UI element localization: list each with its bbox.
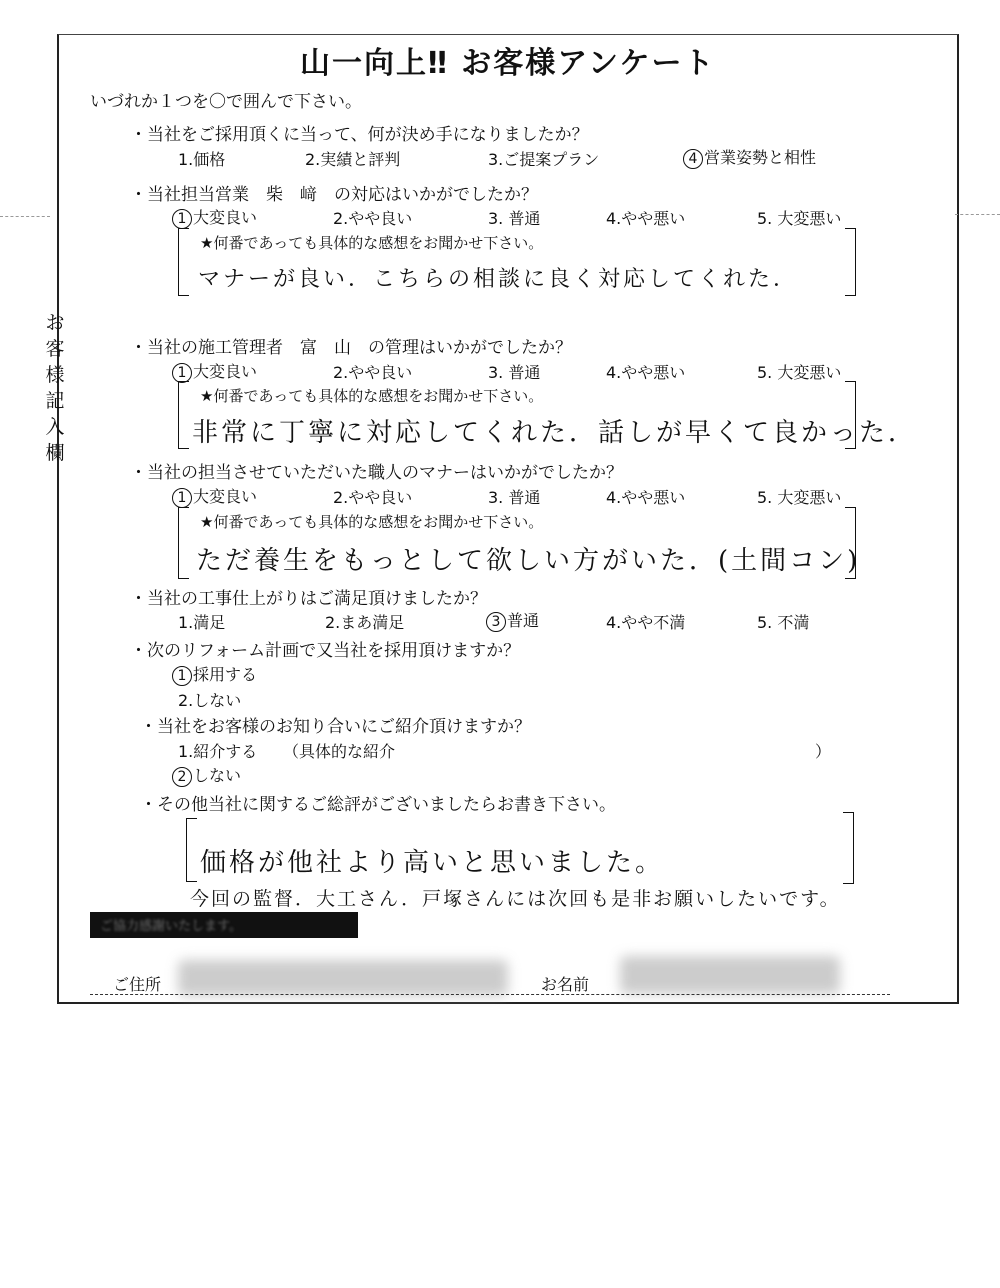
q3-option-5: 5. 大変悪い	[757, 363, 842, 382]
q5-option-1: 1.満足	[178, 613, 226, 632]
q1-option-2: 2.実績と評判	[305, 150, 401, 169]
bracket-left	[178, 381, 189, 449]
q2-option-1	[172, 205, 257, 229]
q7-detail-close: ）	[815, 742, 832, 761]
circled-choice: 1	[172, 488, 192, 508]
q2-option-2: 2.やや良い	[333, 209, 413, 228]
q7-detail-open: （具体的な紹介	[283, 742, 396, 761]
q8-comment-line1: 価格が他社より高いと思いました。	[200, 848, 665, 878]
signature-line	[90, 994, 890, 995]
page-title: 山一向上‼ お客様アンケート	[300, 46, 716, 81]
side-label-char: 様	[45, 364, 65, 386]
q1-option-4	[683, 145, 816, 169]
q1-option-3: 3.ご提案プラン	[488, 150, 600, 169]
question-4: ・当社の担当させていただいた職人のマナーはいかがでしたか？	[130, 463, 623, 483]
q3-comment: 非常に丁寧に対応してくれた．話しが早くて良かった．	[192, 418, 918, 448]
question-5: ・当社の工事仕上がりはご満足頂けましたか？	[130, 589, 487, 609]
q6-option-1-label: 採用する	[193, 665, 258, 684]
q7-option-2	[172, 763, 241, 787]
bracket-left	[178, 507, 189, 579]
q2-option-4: 4.やや悪い	[606, 209, 686, 228]
circled-choice: 3	[486, 612, 506, 632]
q2-option-1-label: 大変良い	[193, 208, 258, 227]
name-label: お名前	[541, 975, 590, 994]
side-label-char: 入	[45, 416, 65, 438]
q6-option-1	[172, 662, 257, 686]
q4-option-3: 3. 普通	[488, 488, 541, 507]
q5-option-4: 4.やや不満	[606, 613, 686, 632]
q3-option-1	[172, 359, 257, 383]
question-3: ・当社の施工管理者 富 山 の管理はいかがでしたか？	[130, 338, 572, 358]
scan-mark	[0, 216, 50, 217]
q4-comment: ただ養生をもっとして欲しい方がいた．(土間コン)	[196, 546, 861, 576]
bracket-left	[178, 228, 189, 296]
thanks-banner	[90, 912, 358, 938]
q3-option-2: 2.やや良い	[333, 363, 413, 382]
bracket-right	[843, 812, 854, 884]
address-redacted	[178, 960, 508, 996]
question-1: ・当社をご採用頂くに当って、何が決め手になりましたか？	[130, 125, 589, 145]
q2-option-5: 5. 大変悪い	[757, 209, 842, 228]
q7-option-2-label: しない	[193, 766, 242, 785]
q1-option-4-label: 営業姿勢と相性	[704, 148, 817, 167]
circled-choice: 1	[172, 363, 192, 383]
circled-choice: 1	[172, 209, 192, 229]
bracket-right	[845, 228, 856, 296]
question-7: ・当社をお客様のお知り合いにご紹介頂けますか？	[140, 717, 531, 737]
question-8: ・その他当社に関するご総評がございましたらお書き下さい。	[140, 795, 616, 815]
q4-option-1-label: 大変良い	[193, 487, 258, 506]
q1-option-1: 1.価格	[178, 150, 226, 169]
instruction: いづれか１つを〇で囲んで下さい。	[90, 92, 362, 112]
question-2: ・当社担当営業 柴 﨑 の対応はいかがでしたか？	[130, 185, 538, 205]
scan-mark	[955, 214, 1000, 215]
q5-option-3	[486, 608, 539, 632]
q2-option-3: 3. 普通	[488, 209, 541, 228]
q2-comment: マナーが良い．こちらの相談に良く対応してくれた．	[198, 267, 799, 292]
circled-choice: 1	[172, 666, 192, 686]
note: ★何番であっても具体的な感想をお聞かせ下さい。	[200, 513, 544, 531]
q6-option-2: 2.しない	[178, 691, 242, 710]
q4-option-2: 2.やや良い	[333, 488, 413, 507]
side-label-char: お	[45, 312, 65, 334]
thanks-banner-text: ご協力感謝いたします。	[100, 919, 242, 934]
q4-option-4: 4.やや悪い	[606, 488, 686, 507]
question-6: ・次のリフォーム計画で又当社を採用頂けますか？	[130, 641, 521, 661]
q8-comment-line2: 今回の監督．大工さん．戸塚さんには次回も是非お願いしたいです。	[190, 888, 841, 910]
bracket-left	[186, 818, 197, 882]
q4-option-5: 5. 大変悪い	[757, 488, 842, 507]
side-label-char: 記	[45, 390, 65, 412]
q3-option-1-label: 大変良い	[193, 362, 258, 381]
q4-option-1	[172, 484, 257, 508]
note: ★何番であっても具体的な感想をお聞かせ下さい。	[200, 234, 544, 252]
side-label-char: 客	[45, 338, 65, 360]
q3-option-3: 3. 普通	[488, 363, 541, 382]
q3-option-4: 4.やや悪い	[606, 363, 686, 382]
side-label	[44, 310, 66, 466]
address-label: ご住所	[113, 975, 162, 994]
circled-choice: 2	[172, 767, 192, 787]
q7-option-1: 1.紹介する	[178, 742, 258, 761]
q5-option-5: 5. 不満	[757, 613, 810, 632]
q5-option-2: 2.まあ満足	[325, 613, 405, 632]
side-label-char: 欄	[45, 442, 65, 464]
q5-option-3-label: 普通	[507, 611, 540, 630]
note: ★何番であっても具体的な感想をお聞かせ下さい。	[200, 387, 544, 405]
name-redacted	[620, 956, 840, 994]
circled-choice: 4	[683, 149, 703, 169]
